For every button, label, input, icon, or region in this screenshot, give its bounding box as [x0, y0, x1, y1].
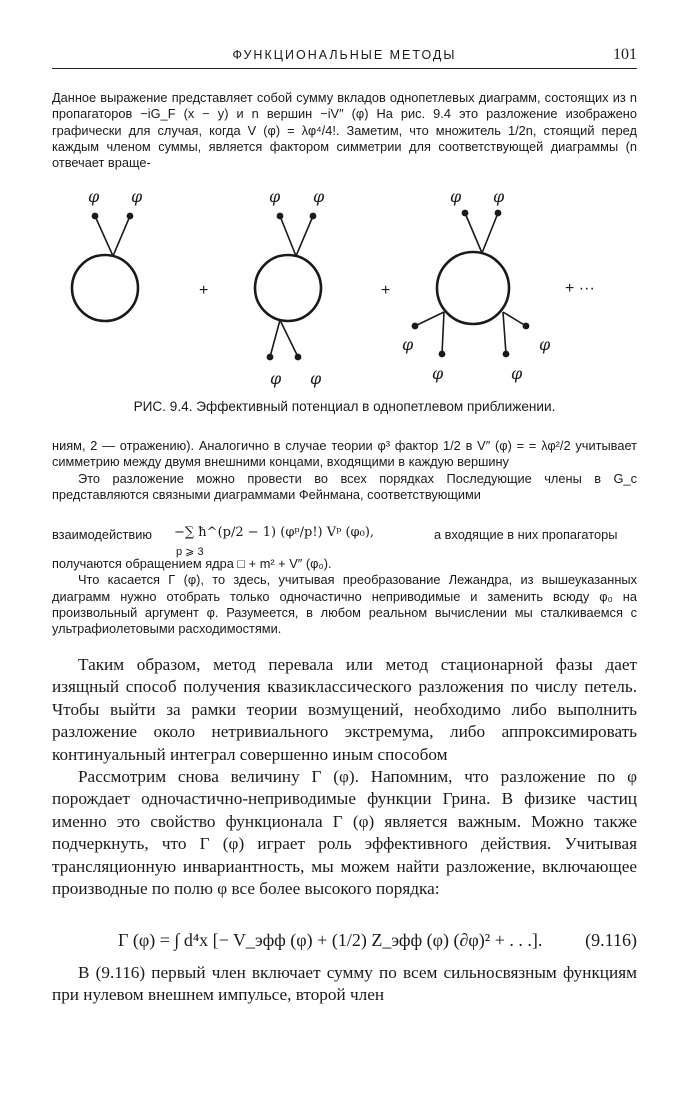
loop-circle-1: [72, 255, 138, 321]
page-number: 101: [613, 46, 637, 63]
phi-label: φ: [450, 187, 462, 206]
figure-9-4-diagram: [52, 180, 637, 395]
figure-caption: РИС. 9.4. Эффективный потенциал в однопетлевом приближении.: [133, 399, 556, 414]
header-rule: [52, 68, 637, 69]
main-paragraph-2: Рассмотрим снова величину Γ (φ). Напомним, что разложение по φ порождает одночастично-неприводимые функции Грина. В физике частиц именно это свойство функционала Γ (φ) является важным. Можно также подчеркнуть, что Γ (φ) играет роль эффективного действия. Учитывая трансляционную инвариантность, мы можем найти разложение, включающее производные по полю φ все более высокого порядка:: [52, 767, 637, 899]
phi-label: φ: [432, 364, 444, 383]
phi-label: φ: [269, 187, 281, 206]
phi-label: φ: [511, 364, 523, 383]
phi-label: φ: [402, 335, 414, 354]
interaction-suffix: а входящие в них пропагаторы: [434, 527, 618, 542]
interaction-sum-limit: p ⩾ 3: [176, 546, 204, 558]
small-text-block-2: [52, 556, 637, 637]
intro-paragraph: Данное выражение представляет собой сумму вкладов однопетлевых диаграмм, состоящих из n пропагаторов −iG_F (x − y) и n вершин −iV″ (φ) На рис. 9.4 это разложение изображено графически для случая, когда V (φ) = λφ⁴/4!. Заметим, что множитель 1/2n, стоящий перед каждым членом суммы, является фактором симметрии для соответствующей диаграммы (n отвечает враще-: [52, 90, 637, 171]
small-paragraph-3: получаются обращением ядра □ + m² + V″ (φ₀).: [52, 556, 332, 571]
intro-block: [52, 90, 637, 171]
small-paragraph-1: ниям, 2 — отражению). Аналогично в случае теории φ³ фактор 1/2 в V″ (φ) = = λφ²/2 учитывает симметрию между двумя внешними концами, входящими в каждую вершину: [52, 438, 637, 470]
small-paragraph-4: Что касается Γ (φ), то здесь, учитывая преобразование Лежандра, из вышеуказанных диаграмм нужно отобрать только одночастично неприводимые и заменить всюду φ₀ на произвольный аргумент φ. Разумеется, в любом реальном вычислении мы сталкиваемся с ультрафиолетовыми расходимостями.: [52, 572, 637, 637]
equation-expression: Γ (φ) = ∫ d⁴x [− V_эфф (φ) + (1/2) Z_эфф (φ) (∂φ)² + . . .].: [118, 930, 543, 950]
main-text-block: [52, 654, 637, 900]
main-paragraph-1: Таким образом, метод перевала или метод стационарной фазы дает изящный способ получения квазиклассического разложения по числу петель. Чтобы выйти за рамки теории возмущений, необходимо либо выполнить разложение около нетривиального экстремума, либо аппроксимировать континуальный интеграл совершенно иным способом: [52, 655, 637, 764]
phi-label: φ: [270, 369, 282, 388]
phi-label: φ: [131, 187, 143, 206]
phi-label: φ: [539, 335, 551, 354]
interaction-prefix: взаимодействию: [52, 527, 152, 542]
phi-label: φ: [493, 187, 505, 206]
phi-label: φ: [313, 187, 325, 206]
loop-circle-3: [437, 252, 509, 324]
main-paragraph-3: В (9.116) первый член включает сумму по всем сильносвязным функциям при нулевом внешнем импульсе, второй член: [52, 963, 637, 1005]
phi-label: φ: [310, 369, 322, 388]
main-text-block-2: [52, 962, 637, 1007]
loop-circle-2: [255, 255, 321, 321]
running-title: ФУНКЦИОНАЛЬНЫЕ МЕТОДЫ: [232, 48, 457, 62]
plus-sign: +: [381, 282, 391, 299]
small-text-block: [52, 438, 637, 503]
ellipsis-term: + ···: [565, 280, 595, 297]
equation-9-116: [52, 930, 637, 956]
page-header: [52, 46, 637, 70]
phi-label: φ: [88, 187, 100, 206]
equation-number: (9.116): [585, 930, 637, 950]
small-paragraph-2: Это разложение можно провести во всех порядках Последующие члены в G_c представляются связными диаграммами Фейнмана, соответствующими: [52, 470, 637, 502]
plus-sign: +: [199, 282, 209, 299]
interaction-formula: −∑ ħ^(p/2 − 1) (φᵖ/p!) Vᵖ (φ₀),: [174, 525, 375, 540]
